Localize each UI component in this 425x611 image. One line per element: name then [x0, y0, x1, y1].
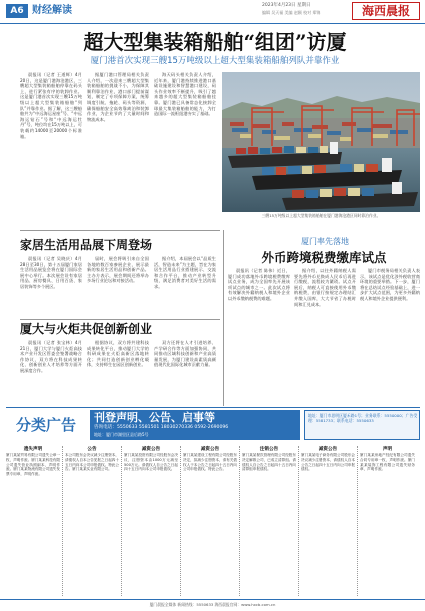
section-divider [20, 319, 220, 320]
ad-column [183, 446, 240, 596]
page-footer: 厦门晨报全媒体 新闻热线：5550633 海西晨报官网：www.hxcb.com.cn [0, 599, 425, 611]
story4-column-3: 厦门市税务局相关负责人表示，该试点是优化涉外税收营商环境的重要举措。下一步，厦门将在总结试点经验基础上，进一步扩大试点范围，为更多外籍纳税人和境外企业提供便利。 [360, 268, 420, 301]
story4-headline: 外币跨境税费缴库试点 [261, 250, 387, 265]
column-divider [223, 230, 224, 406]
ads-top-rule [6, 407, 420, 408]
ad-body: 厦门某某贸易有限公司遗失公章一枚，声明作废。厦门某某科技有限公司遗失营业执照副本，声明作废。厦门某某物流有限公司遗失发票专用章，声明作废。 [6, 453, 60, 477]
port-photo-illustration [222, 72, 420, 212]
story2-column-1: 晨报讯（记者 吴晓庆）4月28日至30日，第十五届厦门家居生活用品展览会将在厦门国际会展中心举行。本次展会设有家居用品、厨房餐具、日用百货、家居装饰等多个展区。 [20, 256, 82, 289]
ad-heading: 公告 [87, 447, 97, 452]
ad-body: 厦门某某投资有限公司经股东会决议，注册资本由1000万元减至500万元。请债权人自公告之日起四十五日内向本公司申报债权。 [124, 453, 178, 472]
ad-body: 本公司股东会决议减少注册资本，请债权人自本公告见报之日起四十五日内向本公司申报债权。特此公告。厦门某某实业有限公司。 [65, 453, 119, 472]
port-photo [222, 72, 420, 212]
ad-heading: 注销公告 [259, 447, 279, 452]
section-divider [20, 230, 220, 231]
ads-contact-text: 地址：厦门市思明区厦禾路1号；业务联系：5550000；广告受理：5581733；联系电话：5550633 [308, 413, 418, 423]
story1-column-1: 晨报讯（记者 王道辉）4月20日，这是厦门港海沧港区，三艘超大型集装箱船舶停靠在码头上，进行紧张有序的装卸作业。这是厦门港首次实现三艘15万吨级以上超大型集装箱船舶“列队”并靠作业。据了解，这三艘船舶共为“中远海运星座”号、“中远海运钻石”号和“中远海运牡丹”号，吨位均在15万吨以上，可装载约14000至20000个标准箱。 [20, 72, 82, 139]
ad-column [301, 446, 358, 596]
story2-headline: 家居生活用品展下周登场 [20, 238, 153, 252]
ad-body: 厦门某某房地产经纪有限公司遗失合同专用章一枚，声明作废。厦门某某装饰工程有限公司遗失财务章，声明作废。 [360, 453, 415, 472]
ads-banner [90, 410, 300, 440]
page-number: A6 [6, 4, 28, 18]
classified-ads-title: 分类广告 [15, 416, 76, 434]
story1-column-2: 据厦门港口管理局相关负责人介绍，一次迎来三艘超大型集装箱船舶的挑战不小，为保障其顺利靠泊作业，港口部门提前谋划，制定了专项保障方案，统筹调度引航、拖轮、码头等资源，确保船舶安全高效靠离泊和装卸作业，为企业节约了大量时间和物流成本。 [87, 72, 149, 122]
section-name: 财经解读 [32, 5, 72, 16]
story3-column-1: 晨报讯（记者 张宝林）4月21日，厦门大学与厦门火炬高技术产业开发区管委会签署战略合作协议，双方将在科技成果转化、创新创业人才培养等方面开展深度合作。 [20, 340, 82, 373]
story3-column-2: 根据协议，双方将共建科技成果转化平台，推动厦门大学的科研成果在火炬高新区落地转化；共同打造创新创业孵化载体，支持师生在园区创新创业。 [87, 340, 149, 368]
photo-caption: 三艘15万吨级以上超大型集装箱船舶在厦门港海沧港区同时靠泊作业。 [261, 213, 381, 218]
ad-column [65, 446, 122, 596]
ads-banner-title: 刊登声明、公告、启事等 [94, 411, 215, 424]
story2-column-3: 据介绍，本届展会以“品质生活，智造未来”为主题，旨在为家居生活用品行业搭建展示、交流和合作平台，推动产业转型升级，满足消费者对美好生活的需求。 [154, 256, 216, 289]
editor-credits: 编辑 吴天福 美编 赵颖 校对 郑锦 [262, 10, 321, 15]
ad-heading: 减资公告 [141, 447, 161, 452]
ad-column [360, 446, 417, 596]
ad-heading: 声明 [382, 447, 393, 452]
main-headline: 超大型集装箱船舶“组团”访厦 [83, 30, 347, 54]
main-subheadline: 厦门港首次实现三艘15万吨级以上超大型集装箱船舶列队并靠作业 [90, 56, 340, 66]
ad-column [6, 446, 63, 596]
story4-column-1: 晨报讯（记者 陈伟）近日，厦门成功落地外币跨境税费缴库试点业务，成为全国率先开展该项试点的城市之一。此次试点将有效解决外籍纳税人和境外企业以外币缴纳税费的难题。 [228, 268, 290, 301]
issue-date: 2023年4月23日 星期日 [262, 3, 311, 8]
story3-headline: 厦大与火炬共促创新创业 [20, 322, 153, 336]
ad-heading: 减资公告 [318, 447, 338, 452]
story3-column-3: 双方还将在人才引进培养、产学研合作等方面加强协同，共同推动区域科技创新和产业高质量发展，为厦门建设高素质高颜值现代化国际化城市贡献力量。 [154, 340, 216, 368]
story1-column-3: 海天码头相关负责人介绍，近年来，厦门港持续推进港口基础设施建设和智慧港口建设，码头作业效率不断提升，吸引了越来越多的超大型集装箱船舶挂靠。厦门港已具备常态化接卸全球最大集装箱船舶的能力，为打造国际一流枢纽港夯实了基础。 [154, 72, 216, 117]
ads-contact-box [304, 410, 420, 440]
story2-column-2: 届时，展会将吸引来自全国各地的数百家参展企业，展示最新的家居生活用品和创新产品。主办方表示，展会期间还将举办多场行业论坛和对接活动。 [87, 256, 149, 284]
ads-banner-address: 地址：厦门市湖里区县后路5号 [94, 432, 149, 437]
ad-body: 厦门某某建设工程有限公司经股东决定，拟减少注册资本，请有关债权人于本公告之日起四十五日内向公司申报债权。特此公告。 [183, 453, 237, 472]
story4-kicker: 厦门率先落地 [301, 237, 349, 246]
newspaper-logo: 海西晨报 [352, 2, 420, 20]
ad-heading: 减资公告 [200, 447, 220, 452]
ads-banner-phone: 咨询电话：5550633 5581501 18030270336 0592-2690096 [94, 425, 229, 430]
ad-column [242, 446, 299, 596]
story4-column-2: 据介绍，以往外籍纳税人需要先将外币兑换成人民币后再进行缴税，流程较为繁琐。试点开展后，纳税人可直接使用外币缴纳税费，由银行按规定办理结汇并缴入国库，大大节省了办税时间和汇兑成本。 [294, 268, 356, 307]
ad-heading: 遗失声明 [23, 447, 43, 452]
ad-body: 厦门某某餐饮管理有限公司经股东决定解散公司，已成立清算组。请债权人自公告之日起四十五日内向清算组申报债权。 [242, 453, 296, 472]
ad-body: 厦门某某电子商务有限公司股东会决议减少注册资本，请债权人自本公告之日起四十五日内向公司申报债权。 [301, 453, 355, 472]
ad-column [124, 446, 181, 596]
